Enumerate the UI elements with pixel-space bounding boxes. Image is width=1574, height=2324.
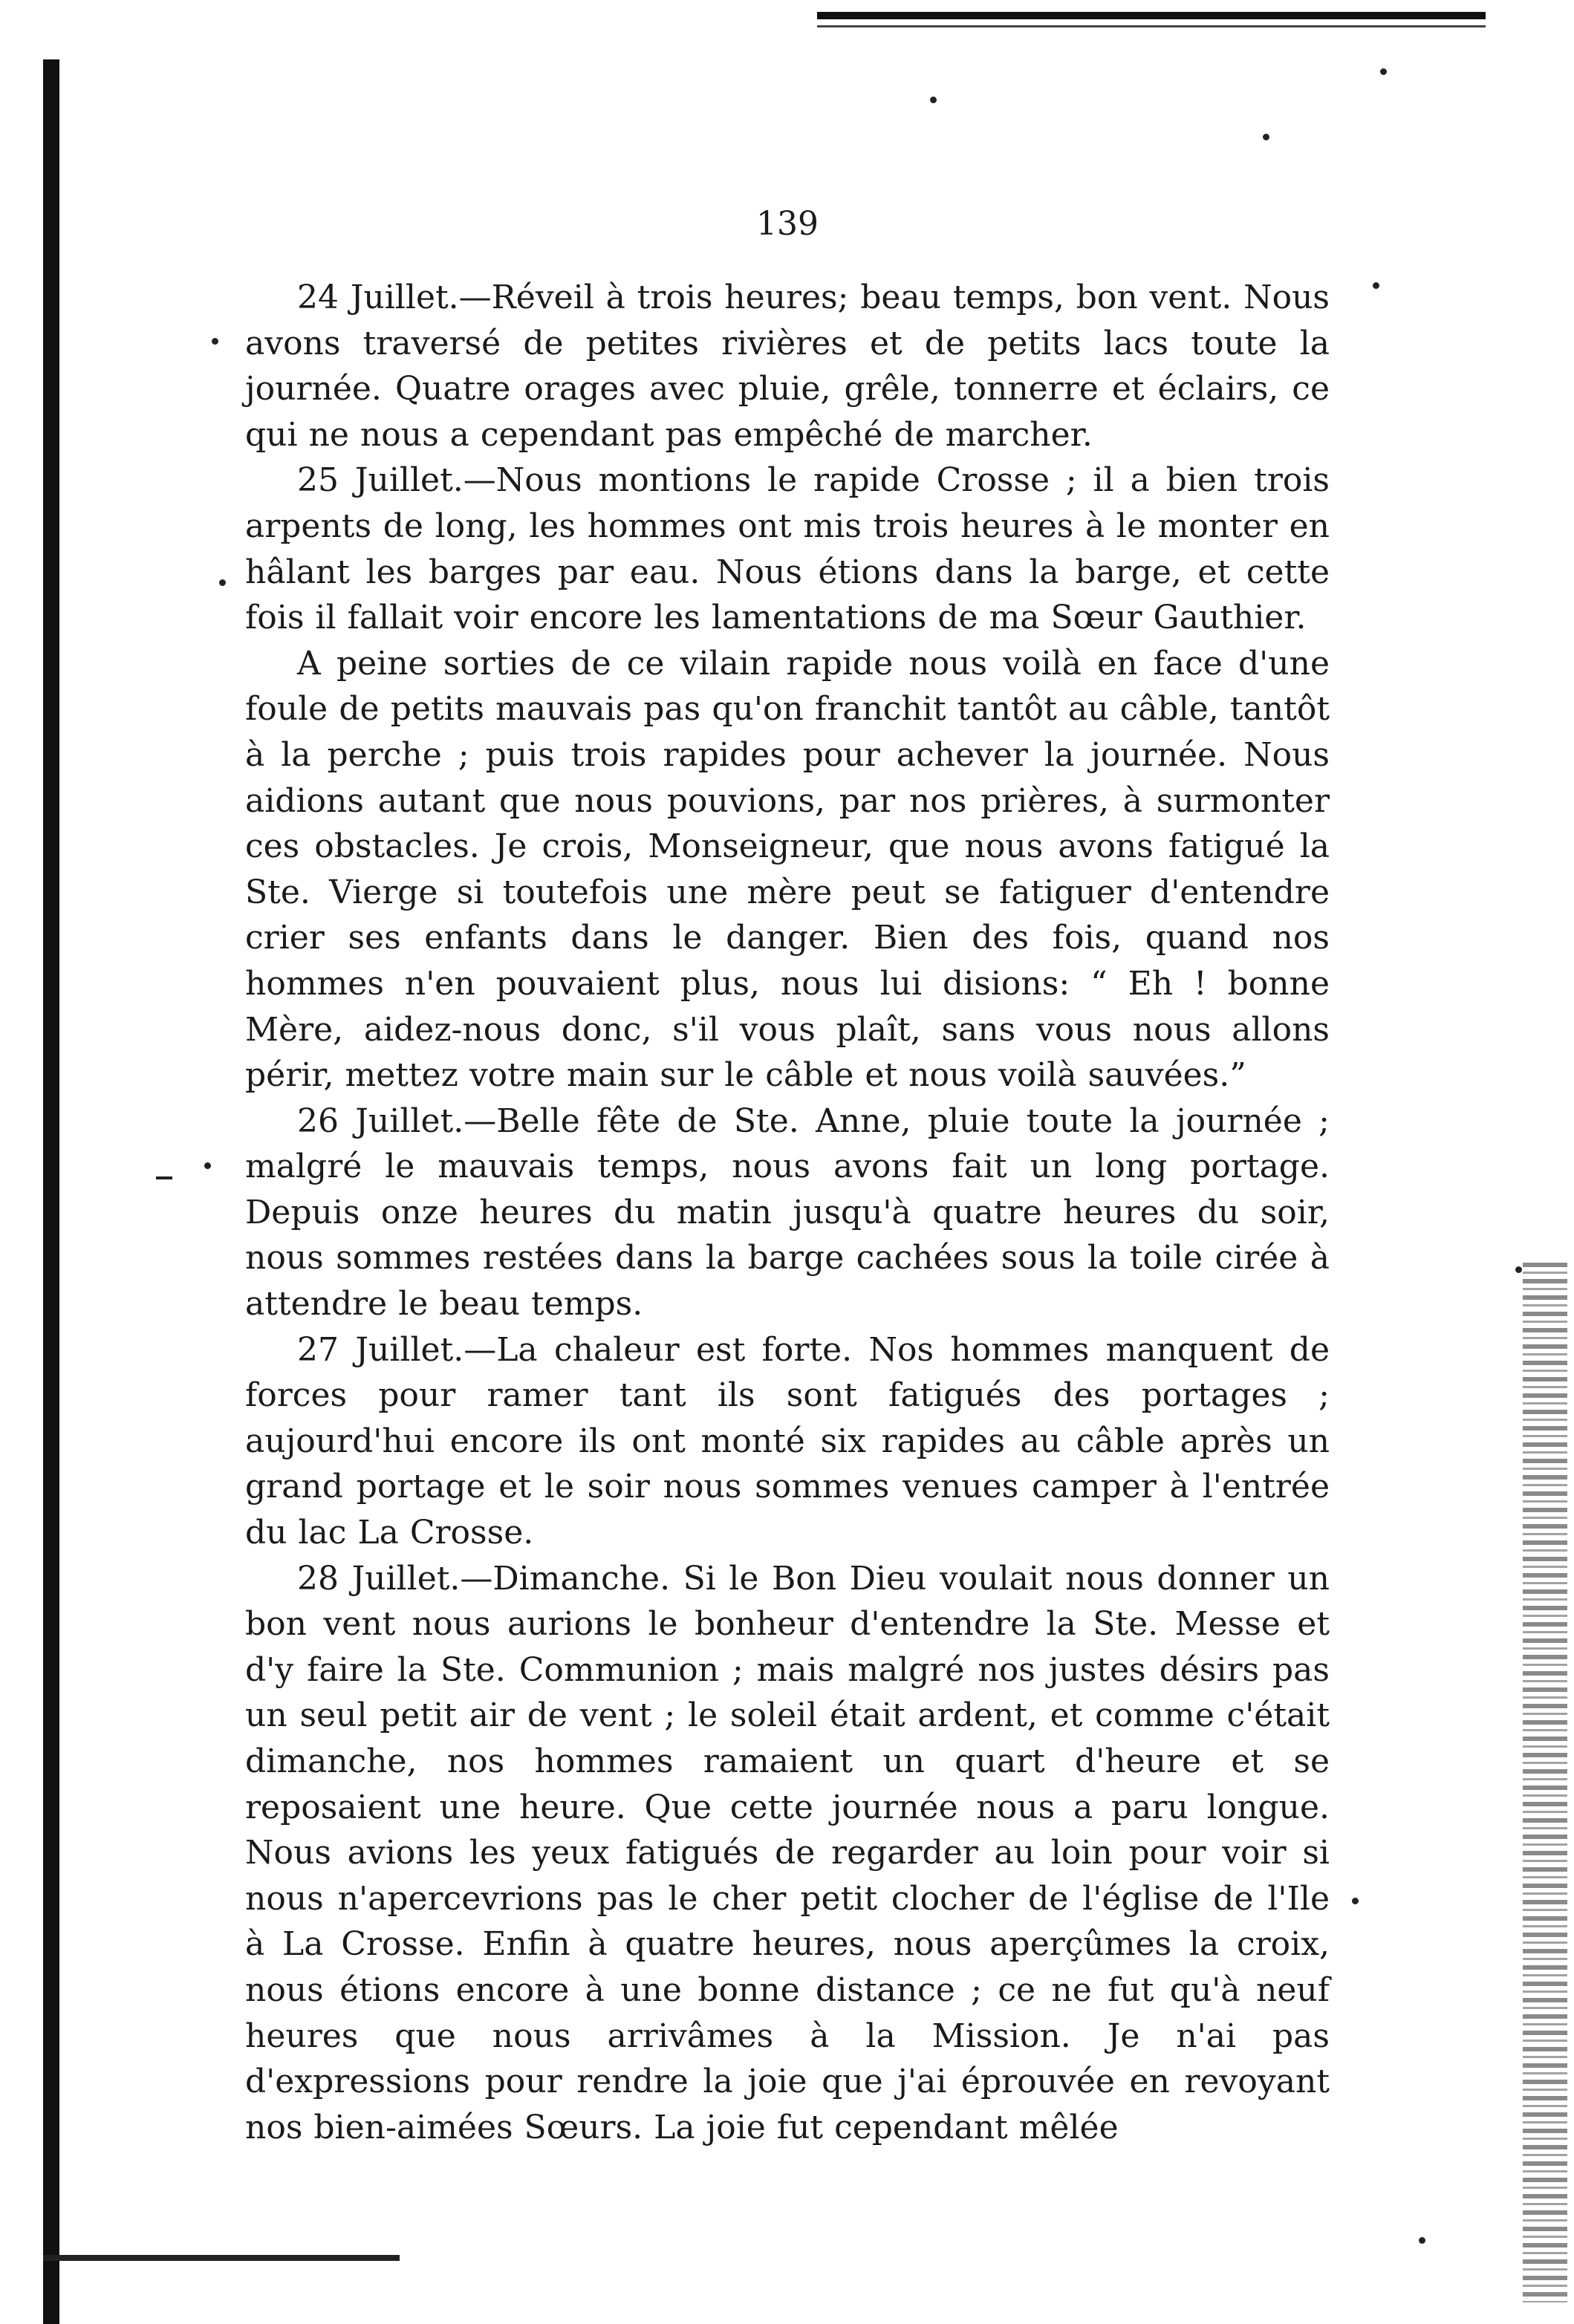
scan-speck xyxy=(1515,1266,1522,1273)
scan-bottom-rule xyxy=(43,2255,400,2261)
scan-speck xyxy=(1380,68,1387,75)
scan-speck xyxy=(930,97,937,103)
scan-dash xyxy=(156,1176,172,1179)
paragraph-26-juillet: 26 Juillet.—Belle fête de Ste. Anne, pluie toute la journée ; malgré le mauvais temps, nous avons fait un long portage. Depuis onze heures du matin jusqu'à quatre heures du soir, nous sommes restées dans la barge cachées sous la toile cirée à attendre le beau temps. xyxy=(245,1101,1330,1324)
scan-top-rule-thin xyxy=(817,25,1486,27)
scan-spine-edge xyxy=(43,59,59,2324)
scan-speck xyxy=(204,1162,211,1169)
scan-right-edge-noise xyxy=(1523,1263,1567,2302)
paragraph-27-juillet: 27 Juillet.—La chaleur est forte. Nos hommes manquent de forces pour ramer tant ils sont fatigués des portages ; aujourd'hui encore ils ont monté six rapides au câble après un grand portage et le soir nous sommes venues camper à l'entrée du lac La Crosse. xyxy=(245,1330,1330,1552)
scan-speck xyxy=(1373,282,1379,289)
scan-speck xyxy=(219,579,226,586)
paragraph-28-juillet: 28 Juillet.—Dimanche. Si le Bon Dieu voulait nous donner un bon vent nous aurions le bonheur d'entendre la Ste. Messe et d'y faire la Ste. Communion ; mais malgré nos justes désirs pas un seul petit air de vent ; le soleil était ardent, et comme c'était dimanche, nos hommes ramaient un quart d'heure et se reposaient une heure. Que cette journée nous a paru longue. Nous avions les yeux fatigués de regarder au loin pour voir si nous n'apercevrions pas le cher petit clocher de l'église de l'Ile à La Crosse. Enfin à quatre heures, nous aperçûmes la croix, nous étions encore à une bonne distance ; ce ne fut qu'à neuf heures que nous arrivâmes à la Mission. Je n'ai pas d'expressions pour rendre la joie que j'ai éprouvée en revoyant nos bien-aimées Sœurs. La joie fut cependant mêlée xyxy=(245,1559,1330,2146)
paragraph-24-juillet: 24 Juillet.—Réveil à trois heures; beau temps, bon vent. Nous avons traversé de petites rivières et de petits lacs toute la journée. Quatre orages avec pluie, grêle, tonnerre et éclairs, ce qui ne nous a cependant pas empêché de marcher. xyxy=(245,279,1330,454)
scan-speck xyxy=(1352,1898,1359,1904)
paragraph-25-juillet: 25 Juillet.—Nous montions le rapide Crosse ; il a bien trois arpents de long, les hommes ont mis trois heures à le monter en hâlant les barges par eau. Nous étions dans la barge, et cette fois il fallait voir encore les lamentations de ma Sœur Gauthier. xyxy=(245,461,1330,637)
page-body xyxy=(245,275,1330,2150)
scan-speck xyxy=(1263,134,1269,140)
page-number: 139 xyxy=(756,205,819,243)
scan-speck xyxy=(212,338,218,345)
paragraph-rapids: A peine sorties de ce vilain rapide nous voilà en face d'une foule de petits mauvais pas qu'on franchit tantôt au câble, tantôt à la perche ; puis trois rapides pour achever la journée. Nous aidions autant que nous pouvions, par nos prières, à surmonter ces obstacles. Je crois, Monseigneur, que nous avons fatigué la Ste. Vierge si toutefois une mère peut se fatiguer d'entendre crier ses enfants dans le danger. Bien des fois, quand nos hommes n'en pouvaient plus, nous lui disions: “ Eh ! bonne Mère, aidez-nous donc, s'il vous plaît, sans vous nous allons périr, mettez votre main sur le câble et nous voilà sauvées.” xyxy=(245,644,1330,1095)
scan-top-rule xyxy=(817,12,1486,19)
scan-speck xyxy=(1419,2237,1425,2244)
